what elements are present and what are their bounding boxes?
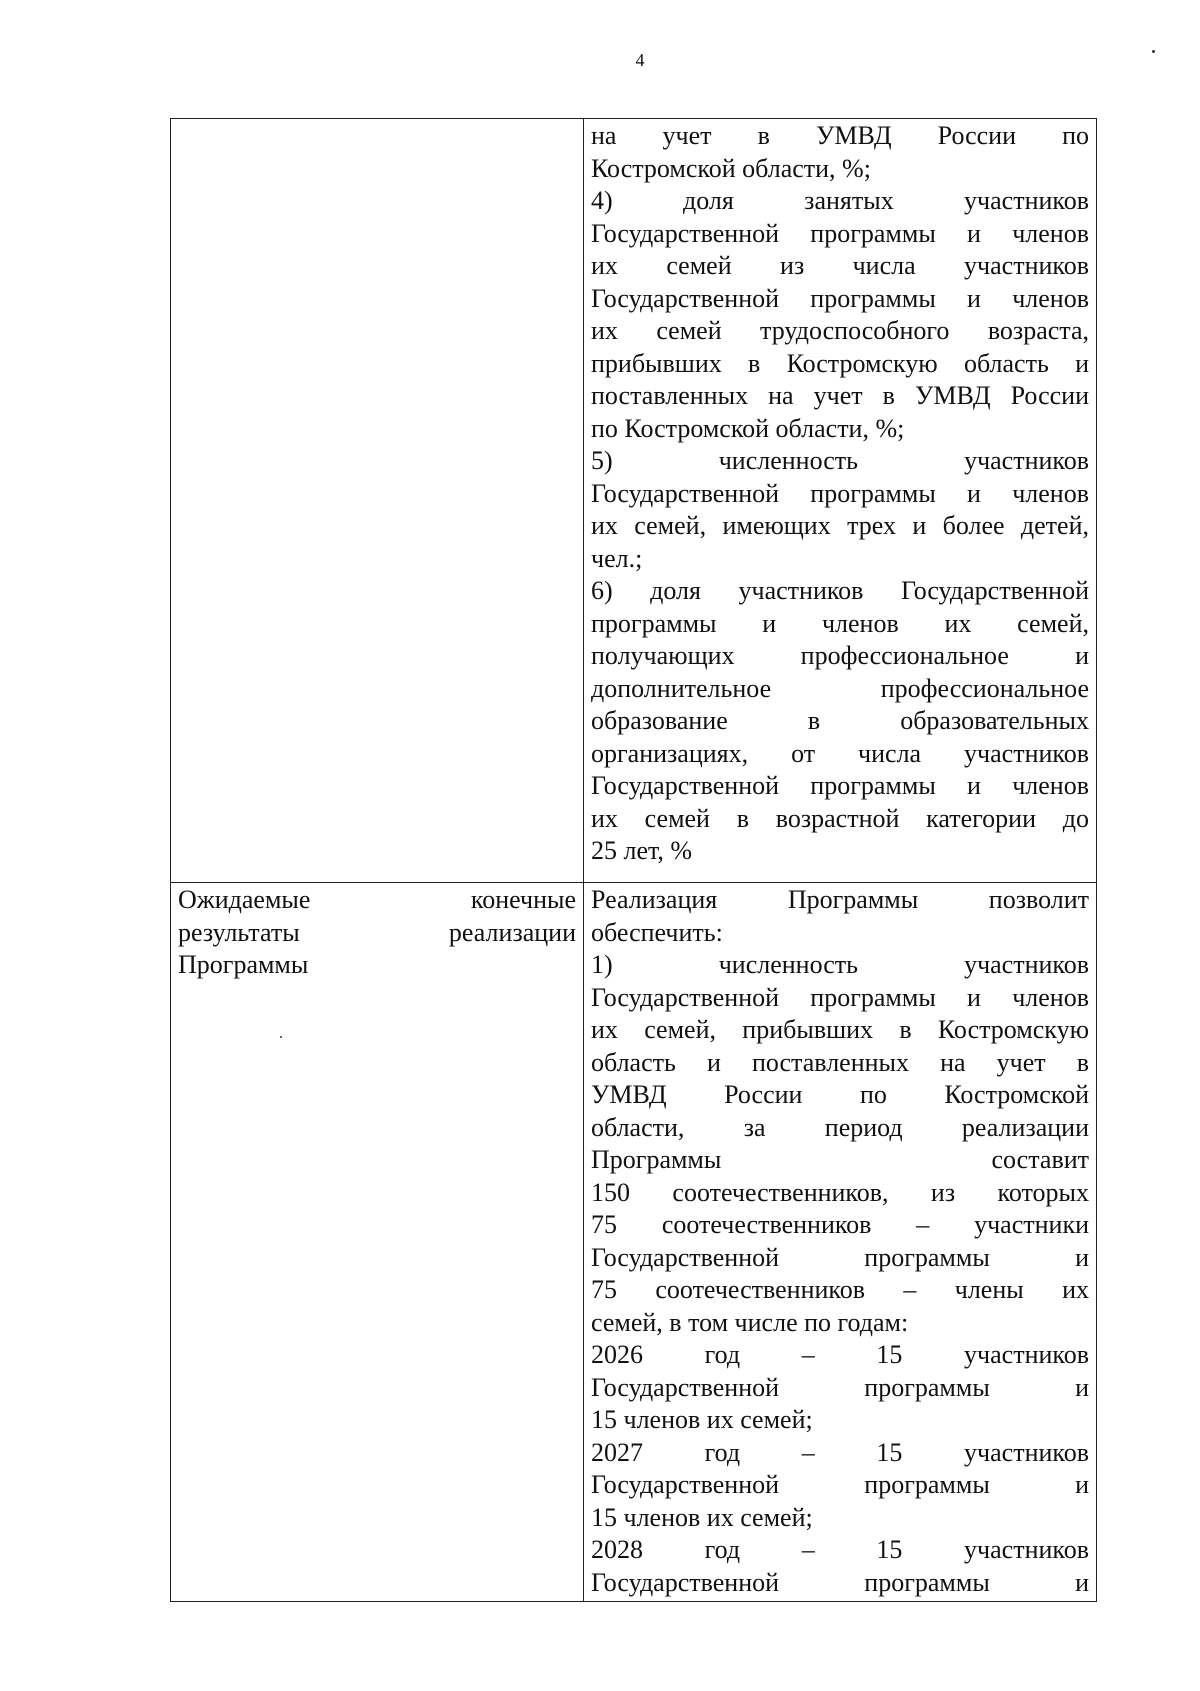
text-line: 15 членов их семей; xyxy=(591,1405,813,1434)
text-line: программы и членов их семей, xyxy=(591,608,1089,638)
text-line: Государственной программы и членов xyxy=(591,218,1089,248)
row2-label-cell xyxy=(171,883,584,1602)
text-line: их семей трудоспособного возраста, xyxy=(591,316,1089,345)
indicators-text xyxy=(591,120,1089,868)
text-line: Государственной программы и членов xyxy=(591,478,1089,508)
text-line: Реализация Программы позволит xyxy=(591,885,1089,914)
table-row xyxy=(171,883,1097,1602)
text-line: Государственной программы и членов xyxy=(591,283,1089,313)
text-line: Программы xyxy=(178,950,309,979)
text-line: УМВД России по Костромской xyxy=(591,1080,1089,1109)
text-line: 25 лет, % xyxy=(591,836,693,865)
text-line: семей, в том числе по годам: xyxy=(591,1307,909,1337)
text-line: 1) численность участников xyxy=(591,950,1089,979)
text-line: Программы составит xyxy=(591,1145,1089,1174)
text-line: области, за период реализации xyxy=(591,1112,1089,1142)
text-line: организациях, от числа участников xyxy=(591,738,1089,768)
text-line: обеспечить: xyxy=(591,917,723,947)
text-line: их семей, прибывших в Костромскую xyxy=(591,1015,1089,1044)
text-line: Ожидаемые конечные xyxy=(178,885,576,914)
text-line: Государственной программы и xyxy=(591,1470,1089,1499)
scan-speck xyxy=(1152,50,1155,53)
row2-content-cell xyxy=(584,883,1097,1602)
row1-content-cell xyxy=(584,119,1097,883)
text-line: их семей, имеющих трех и более детей, xyxy=(591,511,1089,540)
text-line: дополнительное профессиональное xyxy=(591,673,1089,703)
text-line: получающих профессиональное и xyxy=(591,641,1089,670)
text-line: 2026 год – 15 участников xyxy=(591,1340,1089,1369)
text-line: 5) численность участников xyxy=(591,446,1089,475)
text-line: Государственной программы и членов xyxy=(591,771,1089,800)
text-line: 4) доля занятых участников xyxy=(591,186,1089,215)
text-line: 15 членов их семей; xyxy=(591,1502,813,1532)
text-line: область и поставленных на учет в xyxy=(591,1047,1089,1077)
program-passport-table xyxy=(170,118,1097,1602)
text-line: 75 соотечественников – участники xyxy=(591,1210,1089,1239)
text-line: 2027 год – 15 участников xyxy=(591,1437,1089,1467)
text-line: на учет в УМВД России по xyxy=(591,121,1089,150)
text-line: результаты реализации xyxy=(178,917,576,947)
expected-results-text xyxy=(591,884,1089,1599)
text-line: чел.; xyxy=(591,543,643,573)
text-line: Государственной программы и xyxy=(591,1372,1089,1402)
text-line: Государственной программы и xyxy=(591,1567,1089,1597)
text-line: 2028 год – 15 участников xyxy=(591,1535,1089,1564)
text-line: прибывших в Костромскую область и xyxy=(591,348,1089,378)
text-line: 75 соотечественников – члены их xyxy=(591,1275,1089,1304)
text-line: 150 соотечественников, из которых xyxy=(591,1177,1089,1207)
text-line: Государственной программы и членов xyxy=(591,982,1089,1012)
text-line: поставленных на учет в УМВД России xyxy=(591,381,1089,410)
text-line: Государственной программы и xyxy=(591,1242,1089,1272)
text-line: Костромской области, %; xyxy=(591,153,871,183)
page-number: 4 xyxy=(635,50,645,70)
text-line: образование в образовательных xyxy=(591,706,1089,735)
text-line: их семей из числа участников xyxy=(591,251,1089,280)
table-row xyxy=(171,119,1097,883)
row1-label-cell xyxy=(171,119,584,883)
text-line: их семей в возрастной категории до xyxy=(591,803,1089,833)
text-line: 6) доля участников Государственной xyxy=(591,576,1089,605)
text-line: по Костромской области, %; xyxy=(591,413,905,443)
expected-results-label xyxy=(178,884,576,982)
